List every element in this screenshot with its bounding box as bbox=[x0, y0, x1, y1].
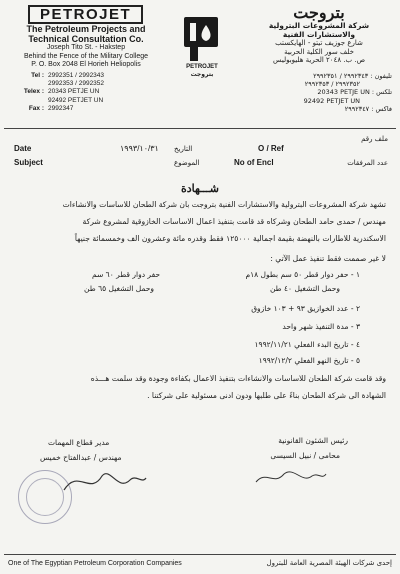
tel-arabic-2: ٢٩٩٢٣٥٢ / ٢٩٩٢٣٥٣ bbox=[304, 80, 360, 89]
date-label: Date bbox=[14, 144, 32, 153]
legal-affairs-name: محامى / نبيل السيسى bbox=[270, 451, 340, 460]
fax-label: Fax : bbox=[28, 104, 44, 112]
contacts-english bbox=[10, 72, 106, 113]
paragraph-4: لا غير صممت فقط تنفيذ عمل الآتي : bbox=[270, 254, 386, 263]
paragraph-1: تشهد شركة المشروعات البترولية والاستشارات الفنية بتروجت بان شركة الطحان للاساسات والانشاءات bbox=[62, 200, 386, 209]
tel-arabic-1: ٢٩٩٢٣٤٣ / ٢٩٩٢٣٥١ bbox=[313, 72, 369, 80]
company-name-arabic-2: والاستشارات الفنية bbox=[282, 29, 356, 39]
paragraph-6: الشهادة الى شركة الطحان بناءً على طلبها ودون ادنى مسئولية على شركتنا . bbox=[147, 391, 386, 400]
enclosures-arabic-label: عدد المرفقات bbox=[347, 159, 388, 167]
paragraph-3: الاسكندرية للاطارات بالنهضة بقيمة اجمالية ١٢٥٠٠٠ فقط وقدره مائة وعشرون الف وخمسمائة جنيهاً bbox=[74, 234, 386, 243]
brand-name-english: PETROJET bbox=[28, 5, 143, 24]
address-line-1: Joseph Tito St. - Hakstep bbox=[46, 44, 126, 51]
fax-arabic: ٢٩٩٢٣٤٧ bbox=[344, 104, 370, 113]
fax-label-arabic: فاكس : bbox=[371, 104, 392, 113]
footer-english: One of The Egyptian Petroleum Corporation Companies bbox=[8, 560, 182, 567]
telex-arabic-2: 92492 PETJET UN bbox=[303, 96, 360, 105]
signature-right-icon bbox=[250, 462, 330, 492]
item-5: ٥ - تاريخ النهو الفعلي ١٩٩٢/١٢/٢ bbox=[258, 356, 360, 365]
signature-left-icon bbox=[60, 462, 150, 502]
date-value: ١٩٩٣/١٠/٣١ bbox=[120, 144, 159, 153]
telex-1: 20343 PETJE UN bbox=[48, 88, 100, 96]
date-arabic-label: التاريخ bbox=[174, 145, 193, 153]
address-arabic-1: شارع جوزيف تيتو - الهايكستب bbox=[275, 39, 363, 48]
item-1-load-b: وحمل التشغيل ٦٥ طن bbox=[84, 284, 155, 293]
item-3: ٣ - مدة التنفيذ شهر واحد bbox=[282, 322, 360, 331]
brand-name-arabic: بتروجت bbox=[293, 3, 345, 22]
file-ref-arabic-label: ملف رقم bbox=[361, 135, 388, 143]
address-line-3: P. O. Box 2048 El Horieh Heliopolis bbox=[31, 61, 141, 68]
item-4: ٤ - تاريخ البدء الفعلي ١٩٩٢/١١/٢١ bbox=[254, 340, 360, 349]
address-arabic-2: خلف سور الكلية الحربية bbox=[284, 47, 354, 56]
footer-arabic: إحدى شركات الهيئة المصرية العامة للبترول bbox=[266, 559, 392, 567]
item-1-load-a: وحمل التشغيل ٤٠ طن bbox=[269, 284, 340, 293]
materials-manager-title: مدير قطاع المهمات bbox=[48, 438, 110, 447]
fax-number: 2992347 bbox=[48, 104, 74, 112]
item-2: ٢ - عدد الخوازيق ٩٣ + ١٠٣ خازوق bbox=[251, 304, 360, 313]
logo-caption-arabic: بتروجت bbox=[190, 71, 214, 78]
item-1-spec-a: ١ - حفر دوار قطر ٥٠ سم بطول ١٨م bbox=[245, 270, 360, 279]
logo-caption bbox=[176, 64, 228, 78]
telex-arabic-1: 20343 PETJE UN bbox=[317, 88, 370, 97]
company-name-line-2: Technical Consultation Co. bbox=[28, 34, 144, 44]
subject-label: Subject bbox=[14, 158, 43, 167]
tel-numbers-2: 2992353 / 2992352 bbox=[48, 80, 105, 88]
tel-label-arabic: تليفون : bbox=[370, 72, 392, 80]
address-line-2: Behind the Fence of the Military College bbox=[23, 52, 149, 60]
contacts-arabic bbox=[304, 72, 392, 113]
footer-divider bbox=[4, 554, 396, 555]
letterhead-english bbox=[6, 4, 166, 70]
address-arabic-3: ص. ب. ٢٠٤٨ الحرية هليوبوليس bbox=[272, 56, 366, 65]
tel-label: Tel : bbox=[31, 72, 44, 79]
tel-numbers-1: 2992351 / 2992343 bbox=[48, 72, 105, 79]
enclosures-label: No of Encl bbox=[234, 158, 274, 167]
ref-label: O / Ref bbox=[258, 144, 284, 153]
materials-manager-name: مهندس / عبدالفتاح خميس bbox=[40, 453, 122, 462]
header-divider bbox=[4, 128, 396, 129]
official-stamp-inner-icon bbox=[26, 478, 64, 516]
company-name-arabic-1: شركة المشروعات البترولية bbox=[268, 21, 370, 30]
paragraph-5: وقد قامت شركة الطحان للاساسات والانشاءات بتنفيذ الاعمال بكفاءة وجودة وقد سلمت هـــذه bbox=[90, 374, 386, 383]
paragraph-2: مهندس / حمدى حامد الطحان وشركاه قد قامت بتنفيذ اعمال الاساسات الخازوقية لمشروع شركة bbox=[82, 217, 386, 226]
subject-arabic-label: الموضوع bbox=[174, 159, 200, 167]
letterhead-arabic bbox=[244, 4, 394, 65]
telex-2: 92492 PETJET UN bbox=[48, 96, 104, 104]
certificate-title: شـــهادة bbox=[181, 182, 219, 195]
company-name-line-1: The Petroleum Projects and bbox=[26, 24, 146, 34]
telex-label-arabic: تلكس : bbox=[371, 88, 392, 97]
logo-caption-english: PETROJET bbox=[186, 64, 218, 70]
legal-affairs-title: رئيس الشئون القانونية bbox=[278, 436, 348, 445]
telex-label: Telex : bbox=[23, 88, 44, 96]
item-1-spec-b: حفر دوار قطر ٦٠ سم bbox=[92, 270, 160, 279]
